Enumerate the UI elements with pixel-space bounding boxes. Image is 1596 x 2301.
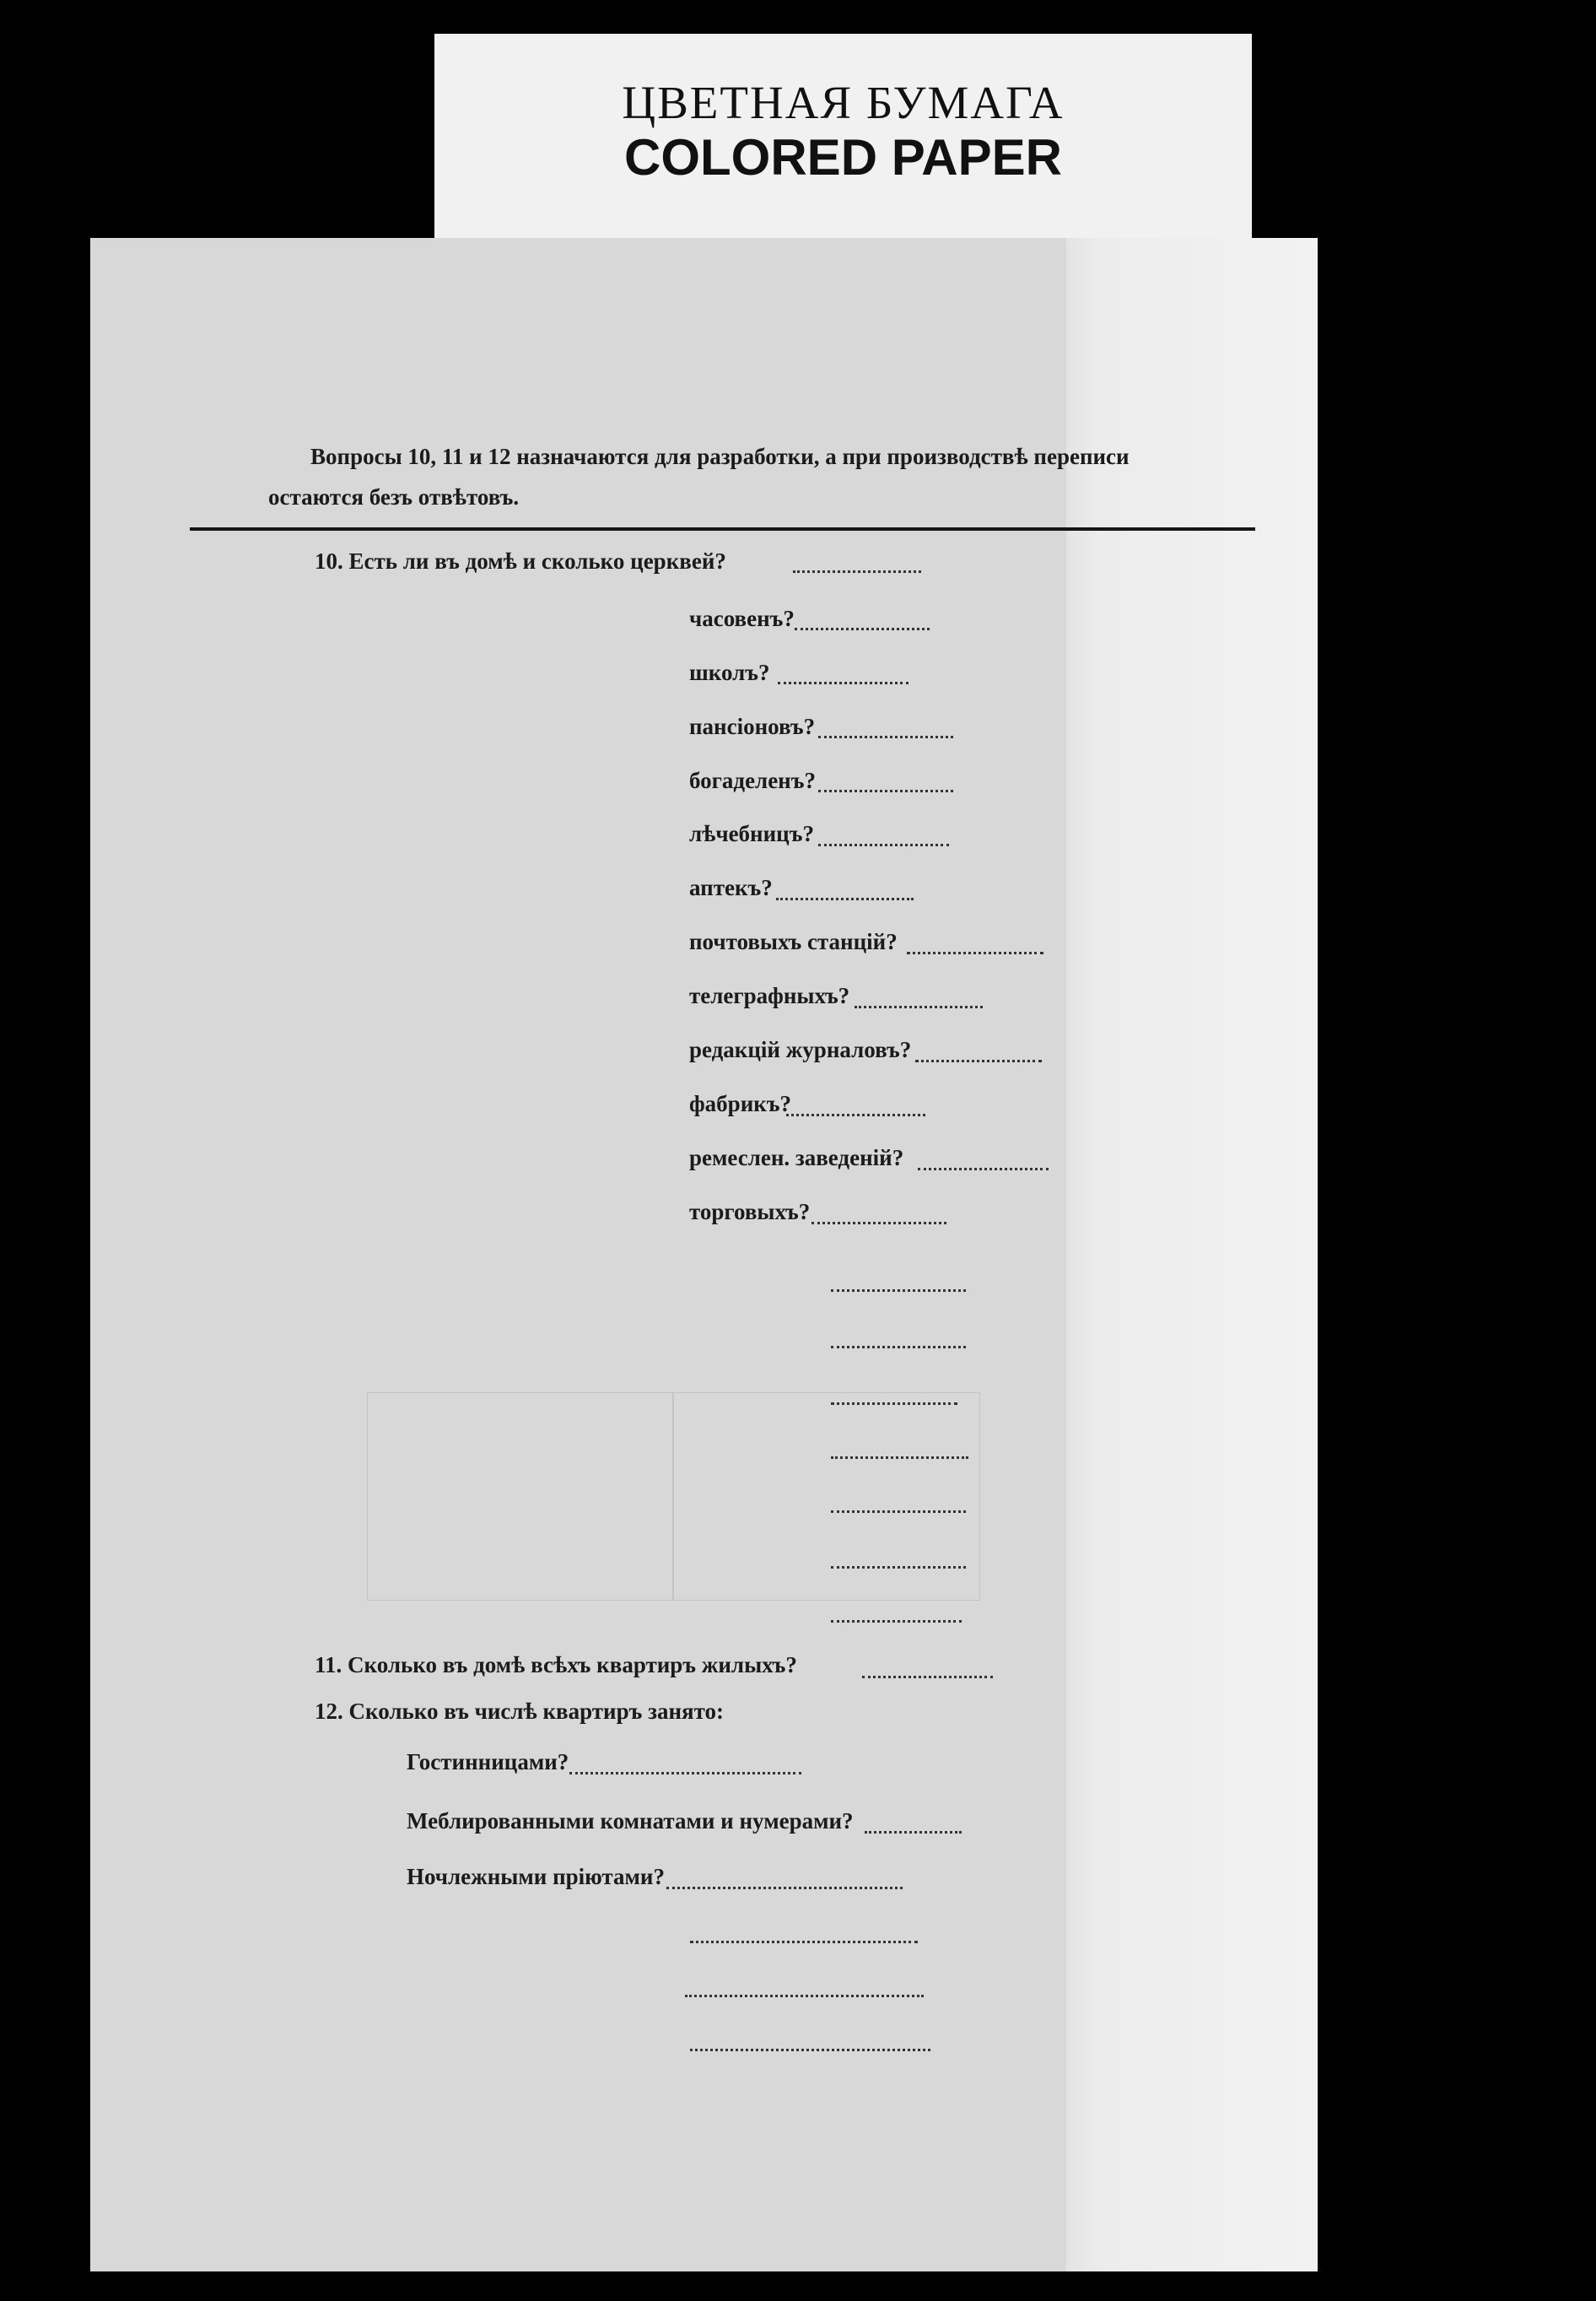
q10-item: ремеслен. заведеній?	[689, 1145, 904, 1170]
q12-item: Меблированными комнатами и нумерами?	[407, 1808, 854, 1834]
answer-blank[interactable]	[855, 1006, 983, 1008]
question-10-label: 10. Есть ли въ домѣ и сколько церквей?	[315, 548, 726, 574]
answer-blank[interactable]	[569, 1772, 801, 1774]
answer-blank[interactable]	[811, 1222, 946, 1224]
binding-margin	[1066, 238, 1318, 2271]
answer-blank[interactable]	[818, 844, 949, 846]
answer-blank[interactable]	[918, 1168, 1049, 1170]
answer-blank[interactable]	[865, 1831, 962, 1834]
answer-blank[interactable]	[795, 628, 930, 630]
colored-paper-tag	[434, 34, 1252, 240]
tag-title-en: COLORED PAPER	[624, 129, 1062, 186]
answer-blank[interactable]	[685, 1995, 924, 1997]
q10-item: лѣчебницъ?	[689, 821, 814, 846]
answer-blank[interactable]	[915, 1060, 1042, 1062]
answer-blank-q10[interactable]	[793, 570, 921, 573]
answer-blank[interactable]	[907, 952, 1043, 954]
answer-blank[interactable]	[778, 682, 909, 684]
answer-blank[interactable]	[831, 1566, 966, 1569]
q10-item: фабрикъ?	[689, 1091, 792, 1116]
q10-item: богаделенъ?	[689, 768, 816, 793]
q10-item: торговыхъ?	[689, 1199, 811, 1224]
answer-blank[interactable]	[690, 1941, 918, 1943]
answer-blank[interactable]	[831, 1289, 966, 1292]
q10-item: пансіоновъ?	[689, 714, 816, 739]
q10-item: школъ?	[689, 660, 770, 685]
tag-title-ru: ЦВЕТНАЯ БУМАГА	[622, 77, 1065, 128]
answer-blank[interactable]	[786, 1114, 925, 1116]
answer-blank[interactable]	[831, 1346, 966, 1348]
q10-item: аптекъ?	[689, 875, 773, 900]
q10-item: редакцій журналовъ?	[689, 1037, 912, 1062]
q10-item: часовенъ?	[689, 606, 795, 631]
answer-blank[interactable]	[831, 1456, 968, 1459]
q12-item: Ночлежными пріютами?	[407, 1864, 665, 1889]
answer-blank[interactable]	[818, 790, 953, 792]
answer-blank[interactable]	[831, 1620, 962, 1623]
answer-blank[interactable]	[690, 2049, 930, 2051]
answer-blank-q11[interactable]	[862, 1676, 993, 1678]
q10-item: почтовыхъ станцій?	[689, 929, 898, 954]
answer-blank[interactable]	[831, 1510, 966, 1513]
answer-blank[interactable]	[818, 736, 953, 738]
question-11-label: 11. Сколько въ домѣ всѣхъ квартиръ жилыхъ?	[315, 1652, 797, 1677]
intro-line-2: остаются безъ отвѣтовъ.	[268, 484, 520, 510]
answer-blank[interactable]	[831, 1402, 957, 1405]
answer-blank[interactable]	[776, 898, 914, 900]
q10-item: телеграфныхъ?	[689, 983, 850, 1008]
header-rule	[190, 527, 1255, 531]
intro-line-1: Вопросы 10, 11 и 12 назначаются для разработки, а при производствѣ переписи	[310, 444, 1130, 469]
question-12-label: 12. Сколько въ числѣ квартиръ занято:	[315, 1699, 725, 1724]
bleed-through-divider	[672, 1392, 674, 1601]
answer-blank[interactable]	[666, 1887, 903, 1889]
document-sheet	[90, 238, 1318, 2271]
q12-item: Гостинницами?	[407, 1749, 569, 1774]
